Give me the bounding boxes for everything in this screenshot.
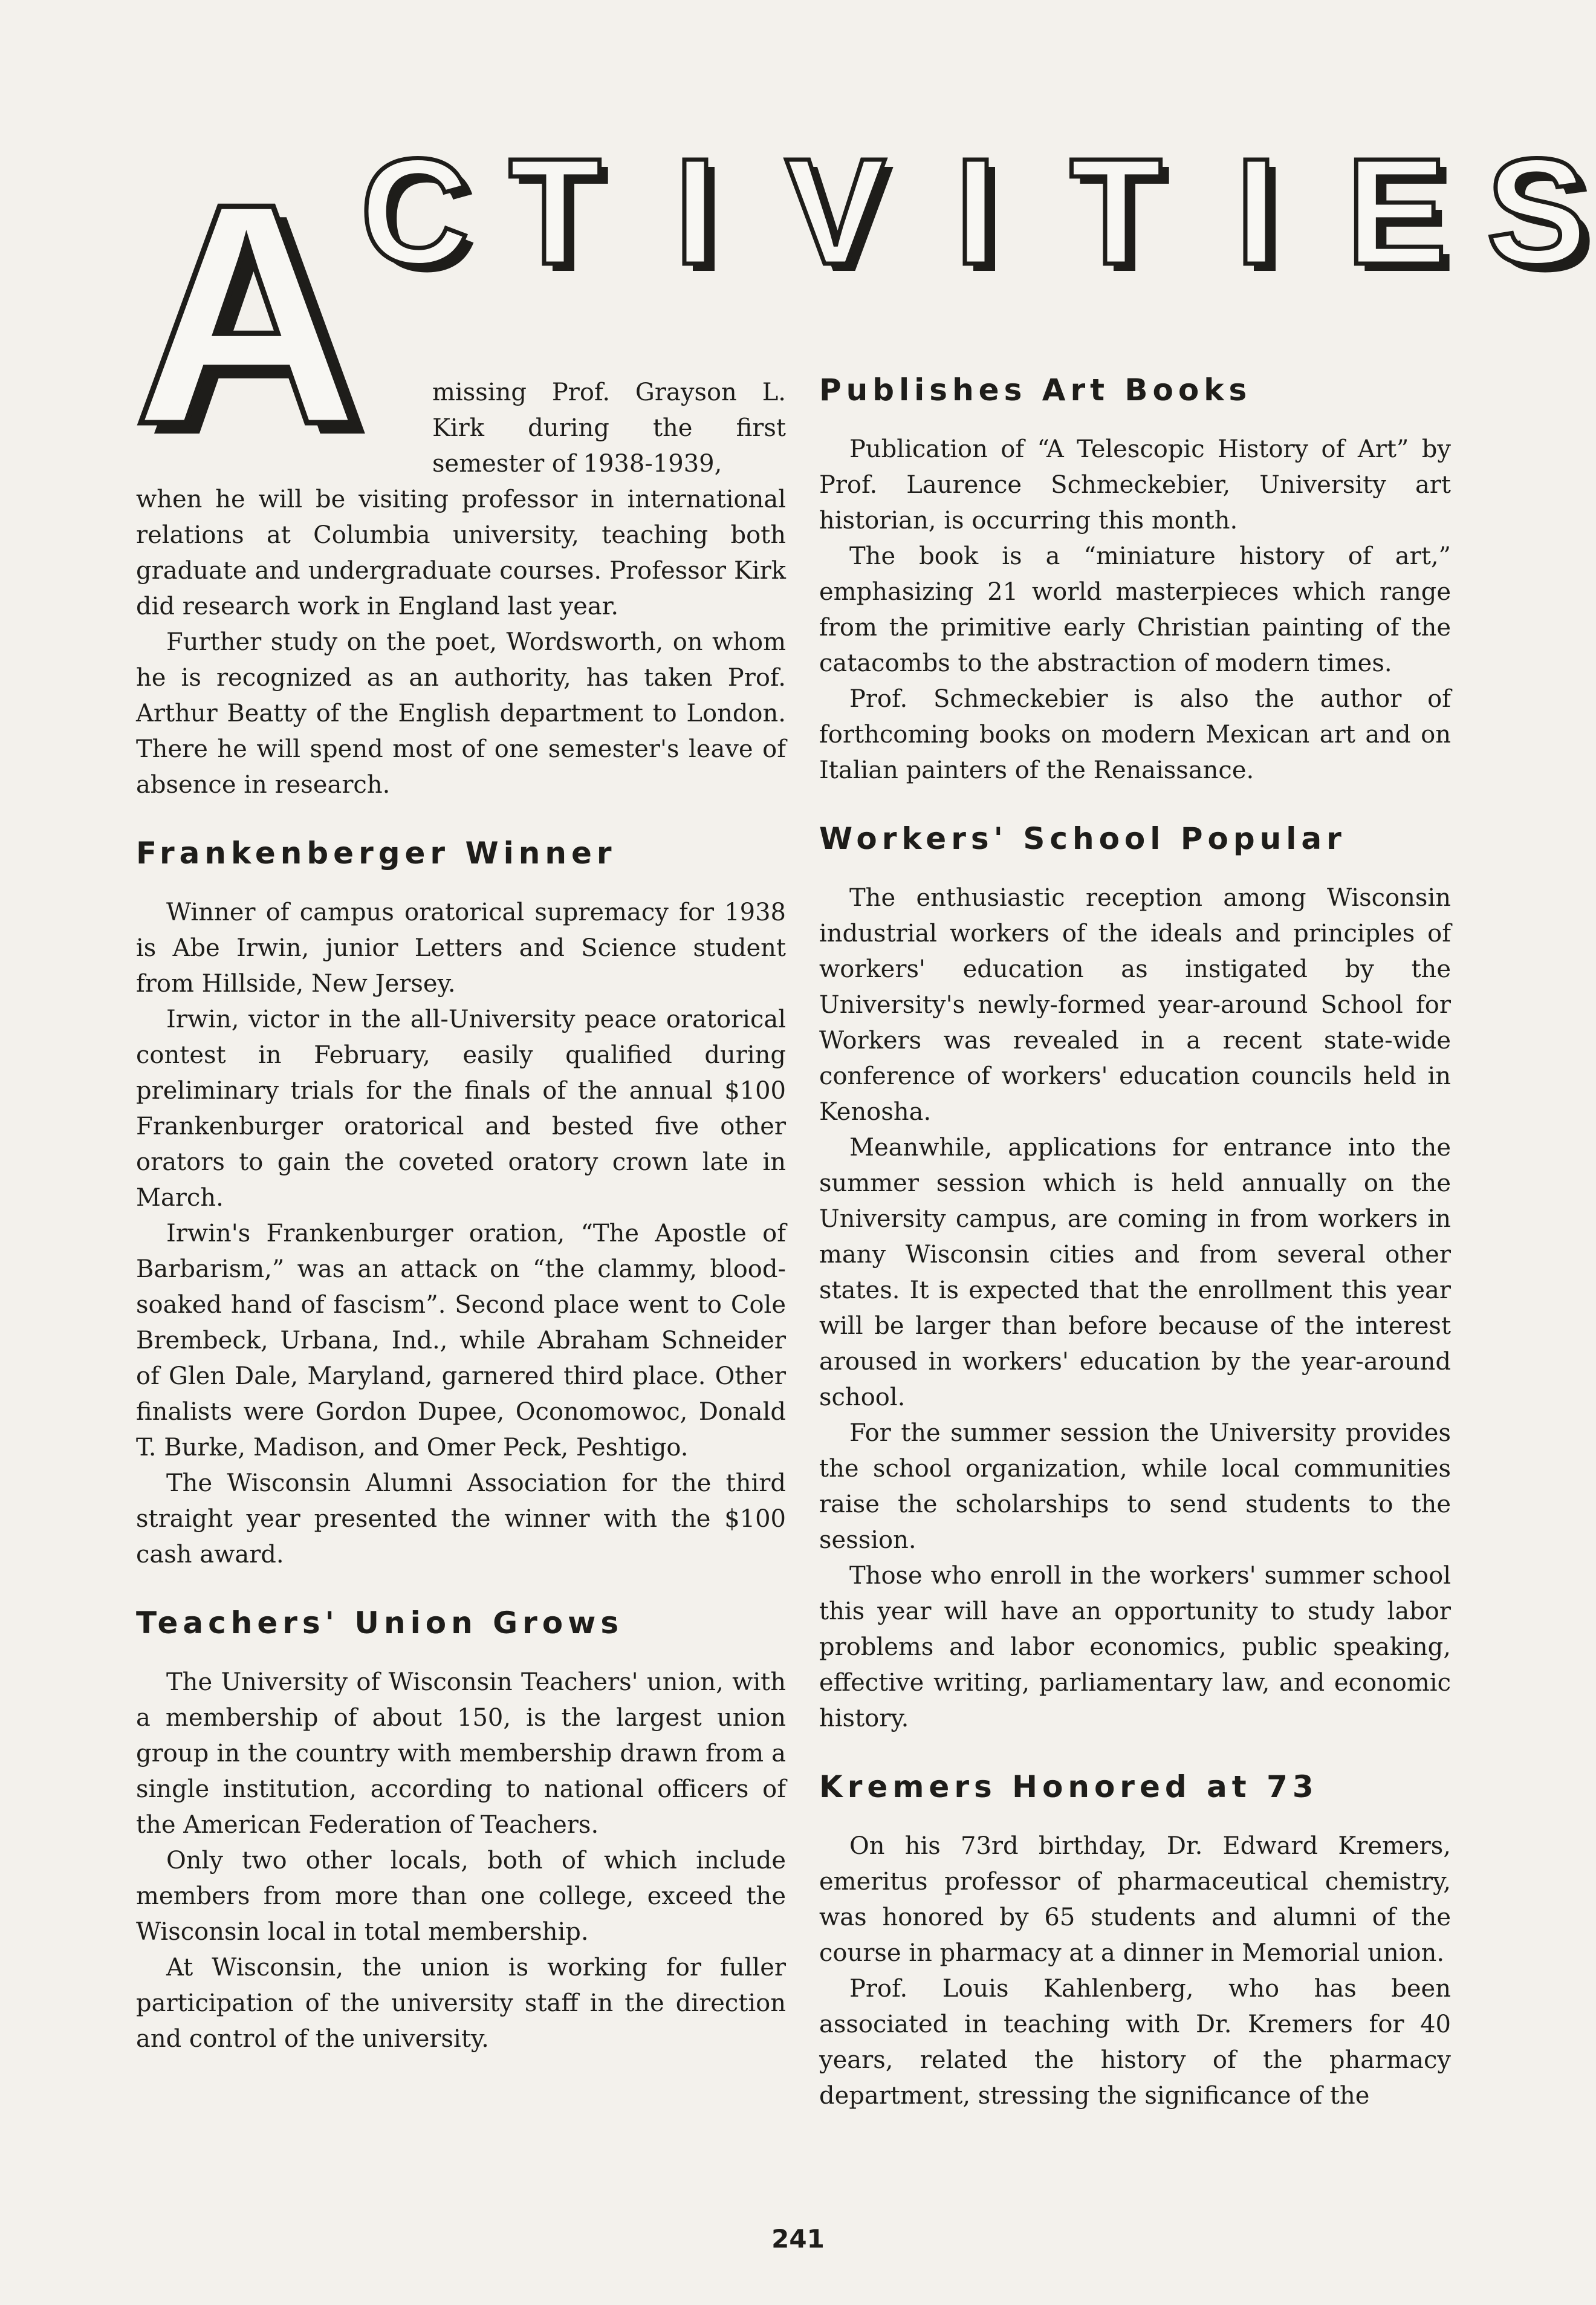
masthead-initial-letter: A (133, 138, 360, 490)
art-books-paragraph: Publication of “A Telescopic History of Art” by Prof. Laurence Schmeckebier, University art historian, is occurring this month. (819, 435, 1451, 535)
frankenberger-paragraph: Winner of campus oratorical supremacy for 1938 is Abe Irwin, junior Letters and Science student from Hillside, New Jersey. (136, 899, 786, 998)
frankenberger-paragraph: Irwin's Frankenburger oration, “The Apostle of Barbarism,” was an attack on “the clammy, blood-soaked hand of fascism”. Second place went to Cole Brembeck, Urbana, Ind., while Abraham Schneider of Glen Dale, Maryland, garnered third place. Other finalists were Gordon Dupee, Oconomowoc, Donald T. Burke, Madison, and Omer Peck, Peshtigo. (136, 1220, 786, 1461)
workers-school-paragraph: For the summer session the University provides the school organization, while local communities raise the scholarships to send students to the session. (819, 1419, 1451, 1554)
kremers-heading: Kremers Honored at 73 (819, 1769, 1319, 1804)
workers-school-paragraph: The enthusiastic reception among Wisconsin industrial workers of the ideals and principles of workers' education as instigated by the University's newly-formed year-around School for Workers was revealed in a recent state-wide conference of workers' education councils held in Kenosha. (819, 884, 1451, 1126)
frankenberger-heading: Frankenberger Winner (136, 836, 617, 871)
art-books-heading: Publishes Art Books (819, 372, 1252, 408)
masthead-letter: I (955, 127, 997, 296)
workers-school-heading: Workers' School Popular (819, 821, 1346, 856)
masthead-letter: E (1346, 127, 1447, 296)
masthead-letter: T (508, 127, 602, 296)
masthead-title-letters (345, 127, 1596, 296)
art-books-paragraph: Prof. Schmeckebier is also the author of forthcoming books on modern Mexican art and on Italian painters of the Renaissance. (819, 685, 1451, 784)
workers-school-paragraph: Meanwhile, applications for entrance into the summer session which is held annually on the University campus, are coming in from workers in many Wisconsin cities and from several other states. It is expected that the enrollment this year will be larger than before because of the interest aroused in workers' education by the year-around school. (819, 1134, 1451, 1411)
masthead-letter: I (1235, 127, 1277, 296)
frankenberger-paragraph: The Wisconsin Alumni Association for the third straight year presented the winner with the $100 cash award. (136, 1469, 786, 1569)
masthead-letter: C (360, 127, 470, 296)
teachers-union-paragraph: The University of Wisconsin Teachers' union, with a membership of about 150, is the largest union group in the country with membership drawn from a single institution, according to national officers of the American Federation of Teachers. (136, 1668, 786, 1839)
left-column (136, 375, 786, 2057)
workers-school-paragraph: Those who enroll in the workers' summer school this year will have an opportunity to study labor problems and labor economics, public speaking, effective writing, parliamentary law, and economic history. (819, 1562, 1451, 1732)
masthead-letter: S (1486, 127, 1588, 296)
teachers-union-heading: Teachers' Union Grows (136, 1605, 624, 1640)
frankenberger-paragraph: Irwin, victor in the all-University peace oratorical contest in February, easily qualified during preliminary trials for the finals of the annual $100 Frankenburger oratorical and bested five other orators to gain the coveted oratory crown late in March. (136, 1006, 786, 1212)
right-column (819, 369, 1451, 2114)
kremers-paragraph: On his 73rd birthday, Dr. Edward Kremers, emeritus professor of pharmaceutical chemistry, was honored by 65 students and alumni of the course in pharmacy at a dinner in Memorial union. (819, 1832, 1451, 1967)
teachers-union-paragraph: At Wisconsin, the union is working for fuller participation of the university staff in the direction and control of the university. (136, 1954, 786, 2053)
masthead-letter: I (674, 127, 716, 296)
masthead-letter: T (1069, 127, 1163, 296)
masthead-letter: V (785, 127, 886, 296)
page-number: 241 (771, 2224, 825, 2254)
kremers-paragraph: Prof. Louis Kahlenberg, who has been associated in teaching with Dr. Kremers for 40 years, related the history of the pharmacy department, stressing the significance of the (819, 1975, 1451, 2110)
intro-lead: missing Prof. Grayson L. Kirk during the first semester of 1938-1939, (432, 379, 786, 478)
art-books-paragraph: The book is a “miniature history of art,” emphasizing 21 world masterpieces which range from the primitive early Christian painting of the catacombs to the abstraction of modern times. (819, 542, 1451, 677)
teachers-union-paragraph: Only two other locals, both of which include members from more than one college, exceed the Wisconsin local in total membership. (136, 1847, 786, 1946)
intro-body: when he will be visiting professor in international relations at Columbia university, teaching both graduate and undergraduate courses. Professor Kirk did research work in England last year. (136, 486, 786, 620)
intro-paragraph-2: Further study on the poet, Wordsworth, on whom he is recognized as an authority, has taken Prof. Arthur Beatty of the English department to London. There he will spend most of one semester's leave of absence in research. (136, 628, 786, 799)
